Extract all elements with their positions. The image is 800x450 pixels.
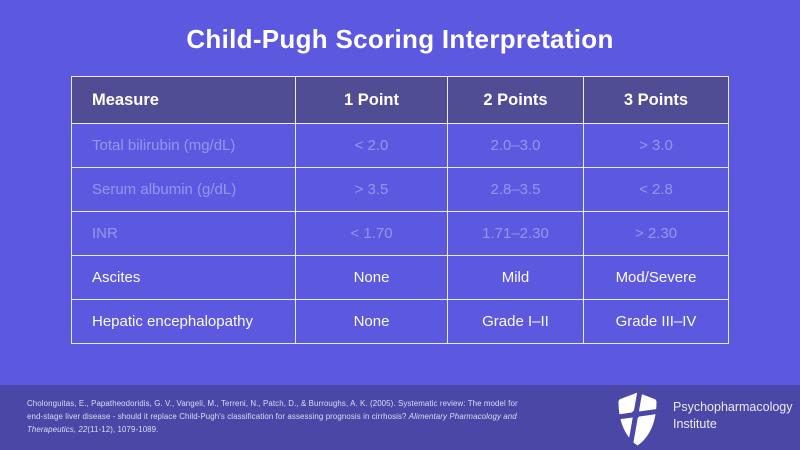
cell-value: > 3.5 (296, 168, 448, 212)
institute-name-line1: Psychopharmacology (673, 400, 793, 414)
cell-value: > 2.30 (584, 212, 729, 256)
citation-line-1: Cholonguitas, E., Papatheodoridis, G. V., Vangeli, M., Terreni, N., Patch, D., & Burroughs, A. K. (2005). Systematic review: The model for (27, 399, 518, 408)
cell-value: < 2.8 (584, 168, 729, 212)
scoring-table-container (71, 76, 729, 344)
table-row-albumin (72, 168, 729, 212)
institute-name (673, 399, 793, 433)
citation (27, 397, 518, 436)
table-row-bilirubin (72, 124, 729, 168)
row-label: Hepatic encephalopathy (72, 300, 296, 344)
cell-value: > 3.0 (584, 124, 729, 168)
cell-value: 2.8–3.5 (448, 168, 584, 212)
column-header-1point: 1 Point (296, 77, 448, 124)
table-row-encephalopathy (72, 300, 729, 344)
cell-value: Mod/Severe (584, 256, 729, 300)
cell-value: None (296, 256, 448, 300)
row-label: INR (72, 212, 296, 256)
citation-line-2: end-stage liver disease - should it replace Child-Pugh's classification for assessing prognosis in cirrhosis? Alimentary Pharmacology and (27, 412, 517, 421)
column-header-3points: 3 Points (584, 77, 729, 124)
row-label: Serum albumin (g/dL) (72, 168, 296, 212)
table-header-row (72, 77, 729, 124)
cell-value: 1.71–2.30 (448, 212, 584, 256)
page-title: Child-Pugh Scoring Interpretation (186, 24, 614, 54)
row-label: Ascites (72, 256, 296, 300)
institute-name-line2: Institute (673, 417, 717, 431)
cell-value: < 1.70 (296, 212, 448, 256)
table-row-inr (72, 212, 729, 256)
cell-value: < 2.0 (296, 124, 448, 168)
cell-value: Grade III–IV (584, 300, 729, 344)
row-label: Total bilirubin (mg/dL) (72, 124, 296, 168)
scoring-table (71, 76, 729, 344)
column-header-measure: Measure (72, 77, 296, 124)
shield-cross-icon (617, 392, 658, 446)
citation-line-3: Therapeutics, 22(11-12), 1079-1089. (27, 425, 159, 434)
institute-logo (617, 392, 792, 446)
cell-value: 2.0–3.0 (448, 124, 584, 168)
cell-value: None (296, 300, 448, 344)
column-header-2points: 2 Points (448, 77, 584, 124)
footer-band (0, 385, 800, 450)
cell-value: Mild (448, 256, 584, 300)
table-row-ascites (72, 256, 729, 300)
cell-value: Grade I–II (448, 300, 584, 344)
